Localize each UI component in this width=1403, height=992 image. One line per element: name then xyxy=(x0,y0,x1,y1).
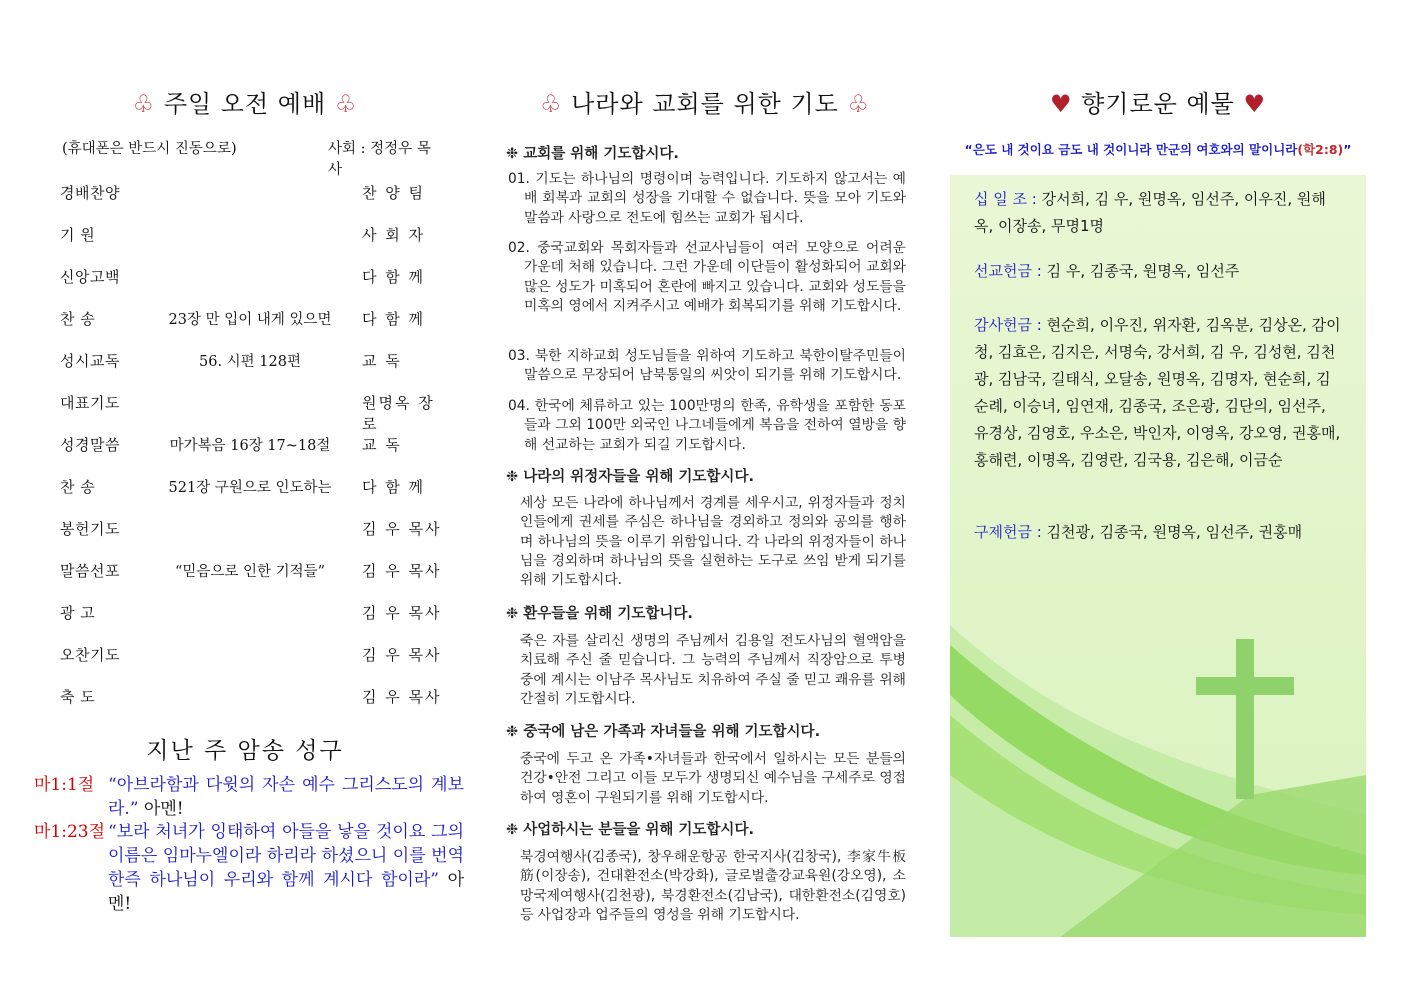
order-item-name: 찬 송 xyxy=(60,310,96,328)
order-row xyxy=(60,338,470,380)
phone-notice: (휴대폰은 반드시 진동으로) xyxy=(62,141,237,157)
order-row xyxy=(60,632,470,674)
order-item-person: 원명옥 장로 xyxy=(362,394,435,433)
order-item-content: 56. 시편 128편 xyxy=(199,354,301,370)
order-item-person: 다 함 께 xyxy=(362,478,426,496)
order-item-name: 경배찬양 xyxy=(60,184,120,202)
order-item-person: 김 우 목사 xyxy=(362,688,442,706)
order-item-name: 기 원 xyxy=(60,226,96,244)
worship-heading xyxy=(30,84,460,119)
order-item-name: 오찬기도 xyxy=(60,646,120,664)
prayer-heading xyxy=(500,84,910,119)
prayer-item: 03. 북한 지하교회 성도님들을 위하여 기도하고 북한이탈주민들이 말씀으로 무장되어 남북통일의 씨앗이 되기를 위해 기도합시다. xyxy=(508,348,906,384)
offering-label: 십 일 조 : xyxy=(974,190,1037,208)
order-row xyxy=(60,506,470,548)
verse-reference: 마1:1절 xyxy=(34,775,95,795)
verse-reference: 마1:23절 xyxy=(34,822,106,842)
prayer-section-title: ❉ 환우들을 위해 기도합니다. xyxy=(506,606,693,622)
order-row xyxy=(60,212,470,254)
order-row xyxy=(60,590,470,632)
memory-verse xyxy=(34,773,464,821)
prayer-item: 04. 한국에 체류하고 있는 100만명의 한족, 유학생을 포함한 동포들과 그외 100만 외국인 나그네들에게 복음을 전하여 열방을 향해 선교하는 교회가 되길 기도합시다. xyxy=(508,398,906,453)
verse-amen: 아멘! xyxy=(108,870,464,914)
order-row xyxy=(60,464,470,506)
prayer-item: 세상 모든 나라에 하나님께서 경계를 세우시고, 위정자들과 정치인들에게 권세를 주심은 하나님을 경외하고 정의와 공의를 행하며 하나님의 뜻을 이루기 위함입니다. 각 나라의 위정자들이 하나님을 경외하며 하나님의 뜻을 실현하는 도구로 쓰임 받게 되기를 위해 기도합시다. xyxy=(520,495,906,589)
order-item-person: 다 함 께 xyxy=(362,268,426,286)
order-item-content: 521장 구원으로 인도하는 xyxy=(168,480,332,496)
order-item-person: 사 회 자 xyxy=(362,226,426,244)
club-icon: ♧ xyxy=(334,90,358,118)
prayer-section-title: ❉ 교회를 위해 기도합시다. xyxy=(506,146,679,162)
order-item-person: 김 우 목사 xyxy=(362,520,442,538)
verse-text: “보라 처녀가 잉태하여 아들을 낳을 것이요 그의 이름은 임마누엘이라 하리라 하셨으니 이를 번역한즉 하나님이 우리와 함께 계시다 함이라” xyxy=(108,822,464,890)
order-item-name: 신앙고백 xyxy=(60,268,120,286)
memory-verse xyxy=(34,820,464,916)
worship-title: 주일 오전 예배 xyxy=(163,90,327,118)
order-item-name: 광 고 xyxy=(60,604,96,622)
order-item-name: 봉헌기도 xyxy=(60,520,120,538)
offering-names: 김 우, 김종국, 원명옥, 임선주 xyxy=(1041,262,1240,280)
offering-names: 현순희, 이우진, 위자환, 김옥분, 김상온, 감이청, 김효은, 김지은, 서명숙, 강서희, 김 우, 김성현, 김천광, 김남국, 길태식, 오달송, 원명옥, 김명자, 현순희, 김순례, 이승녀, 임연재, 김종국, 조은광, 김단의, 임선주, 유경상, 김영호, 우소은, 박인자, 이영옥, 강오영, 권홍매, 홍해련, 이명옥, 김영란, 김국용, 김은해, 이금순 xyxy=(974,316,1341,469)
scripture-quote xyxy=(950,140,1366,158)
offering-label: 선교헌금 : xyxy=(974,262,1042,280)
order-row xyxy=(60,674,470,716)
order-item-person: 교 독 xyxy=(362,436,402,454)
offering-thanksgiving xyxy=(974,312,1344,474)
prayer-item: 02. 중국교회와 목회자들과 선교사님들이 여러 모양으로 어려운 가운데 처해 있습니다. 그런 가운데 이단들이 활성화되어 교회와 많은 성도가 미혹되어 혼란에 빠지고 있습니다. 교회와 성도들을 미혹의 영에서 지켜주시고 예배가 회복되기를 위해 기도합시다. xyxy=(508,240,906,314)
offering-label: 구제헌금 : xyxy=(974,523,1042,541)
order-item-name: 찬 송 xyxy=(60,478,96,496)
order-item-content: “믿음으로 인한 기적들” xyxy=(174,564,326,580)
prayer-item: 북경여행사(김종국), 창우해운항공 한국지사(김창국), 李家牛板筋(이장송), 건대환전소(박강화), 글로벌출강교육원(강오영), 소망국제여행사(김천광), 북경환전소(김남국), 대한환전소(김영호)등 사업장과 업주들의 영성을 위해 기도합시다. xyxy=(520,849,906,923)
order-of-service xyxy=(60,170,470,716)
offering-title: 향기로운 예물 xyxy=(1081,90,1235,118)
order-item-content: 마가복음 16장 17~18절 xyxy=(169,438,331,454)
order-item-person: 김 우 목사 xyxy=(362,604,442,622)
presider: 사회 : 정정우 목사 xyxy=(328,141,431,178)
offering-label: 감사헌금 : xyxy=(974,316,1042,334)
order-item-name: 성시교독 xyxy=(60,352,120,370)
order-row xyxy=(60,380,470,433)
order-item-name: 성경말씀 xyxy=(60,436,120,454)
heart-icon: ♥ xyxy=(1243,90,1267,118)
quote-close: ” xyxy=(1343,142,1352,157)
prayer-section-title: ❉ 사업하시는 분들을 위해 기도합시다. xyxy=(506,822,754,838)
quote-text: “은도 내 것이요 금도 내 것이니라 만군의 여호와의 말이니라 xyxy=(964,142,1298,157)
order-item-person: 김 우 목사 xyxy=(362,646,442,664)
offering-names: 김천광, 김종국, 원명옥, 임선주, 권홍매 xyxy=(1041,523,1303,541)
order-row xyxy=(60,422,470,464)
offering-names: 강서희, 김 우, 원명옥, 임선주, 이우진, 원해옥, 이장송, 무명1명 xyxy=(974,190,1326,235)
order-row xyxy=(60,170,470,212)
prayer-section-title: ❉ 중국에 남은 가족과 자녀들을 위해 기도합시다. xyxy=(506,724,821,740)
order-item-name: 말씀선포 xyxy=(60,562,120,580)
verse-text: “아브라함과 다윗의 자손 예수 그리스도의 계보라.” xyxy=(108,775,464,819)
club-icon: ♧ xyxy=(132,90,156,118)
prayer-section-title: ❉ 나라의 위정자들을 위해 기도합시다. xyxy=(506,469,754,485)
order-item-person: 김 우 목사 xyxy=(362,562,442,580)
offering-mission xyxy=(974,258,1344,285)
order-row xyxy=(60,548,470,590)
order-item-person: 찬 양 팀 xyxy=(362,184,426,202)
order-item-person: 교 독 xyxy=(362,352,402,370)
order-item-name: 축 도 xyxy=(60,688,96,706)
club-icon: ♧ xyxy=(847,90,871,118)
prayer-item: 죽은 자를 살리신 생명의 주님께서 김용일 전도사님의 혈액암을 치료해 주신 줄 믿습니다. 그 능력의 주님께서 직장암으로 투병 중에 계시는 이남주 목사님도 치유하여 주실 줄 믿고 쾌유를 위해 간절히 기도합시다. xyxy=(520,633,906,707)
offering-heading xyxy=(950,84,1366,119)
order-item-content: 23장 만 입이 내게 있으면 xyxy=(168,312,332,328)
order-row xyxy=(60,254,470,296)
order-item-person: 다 함 께 xyxy=(362,310,426,328)
memory-verse-title: 지난 주 암송 성구 xyxy=(146,738,344,764)
order-row xyxy=(60,296,470,338)
prayer-title: 나라와 교회를 위한 기도 xyxy=(571,90,839,118)
offering-relief xyxy=(974,519,1344,546)
heart-icon: ♥ xyxy=(1049,90,1073,118)
green-background-panel xyxy=(950,175,1366,937)
offering-tithe xyxy=(974,186,1344,240)
prayer-item: 중국에 두고 온 가족•자녀들과 한국에서 일하시는 모든 분들의 건강•안전 그리고 이들 모두가 생명되신 예수님을 구세주로 영접하여 영혼이 구원되기를 위해 기도합시다. xyxy=(520,751,906,806)
club-icon: ♧ xyxy=(539,90,563,118)
order-item-name: 대표기도 xyxy=(60,394,120,412)
verse-amen: 아멘! xyxy=(138,799,184,819)
quote-reference: (학2:8) xyxy=(1297,142,1344,157)
prayer-item: 01. 기도는 하나님의 명령이며 능력입니다. 기도하지 않고서는 예배 회복과 교회의 성장을 기대할 수 없습니다. 뜻을 모아 기도와 말씀과 사랑으로 전도에 힘쓰는 교회가 됩시다. xyxy=(508,171,906,226)
